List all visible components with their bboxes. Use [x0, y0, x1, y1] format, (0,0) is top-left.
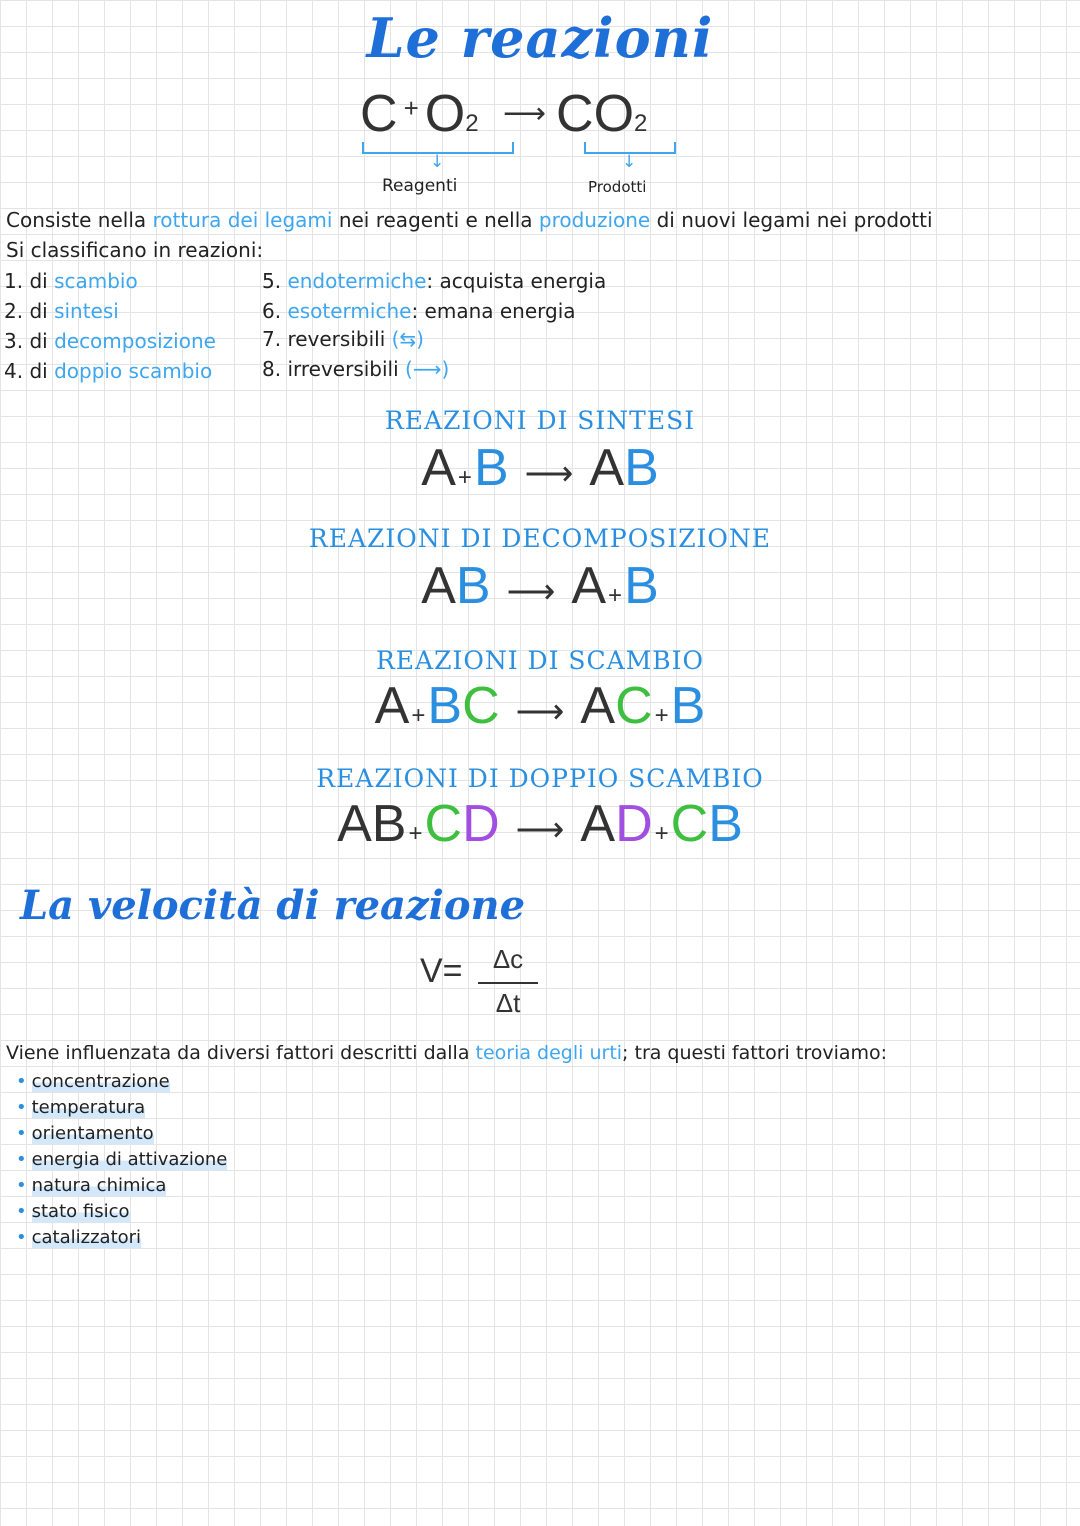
- list-num: 6.: [262, 299, 288, 323]
- sym-b: B: [624, 557, 659, 615]
- reagents-arrow-icon: ↓: [430, 152, 445, 172]
- list-term: decomposizione: [54, 329, 216, 353]
- list-num: 1. di: [4, 269, 55, 293]
- bullet-icon: •: [16, 1227, 27, 1248]
- sym-c: C: [424, 795, 463, 853]
- list-rest: (⇆): [385, 327, 424, 351]
- velocity-denominator: Δt: [495, 988, 521, 1018]
- list-term: reversibili: [287, 327, 386, 351]
- list-num: 7.: [262, 327, 288, 351]
- page-title: Le reazioni: [366, 6, 714, 70]
- eq-plus: +: [403, 93, 419, 123]
- list-term: sintesi: [54, 299, 119, 323]
- sym-b: B: [371, 795, 407, 853]
- factor-item: [16, 1097, 145, 1118]
- velocity-hl: teoria degli urti: [475, 1042, 623, 1064]
- formula-scambio: [0, 676, 1080, 736]
- factor-label: temperatura: [31, 1097, 146, 1118]
- list-num: 2. di: [4, 299, 55, 323]
- formula-doppio-scambio: [0, 794, 1080, 854]
- bullet-icon: •: [16, 1201, 27, 1222]
- factor-label: stato fisico: [31, 1201, 130, 1222]
- sym-a: A: [421, 557, 456, 615]
- sym-a: A: [374, 677, 410, 735]
- list-item-8: [262, 357, 449, 381]
- main-equation: [360, 84, 647, 144]
- list-item-5: [262, 269, 606, 293]
- formula-decomposizione: [0, 556, 1080, 616]
- list-num: 4. di: [4, 359, 55, 383]
- bullet-icon: •: [16, 1097, 27, 1118]
- list-item-4: [4, 359, 212, 383]
- sym-a: A: [571, 557, 607, 615]
- list-term: irreversibili: [287, 357, 399, 381]
- velocity-title: La velocità di reazione: [20, 882, 526, 929]
- list-num: 3. di: [4, 329, 55, 353]
- sym-a: A: [337, 795, 372, 853]
- factor-label: catalizzatori: [31, 1227, 142, 1248]
- factor-item: [16, 1175, 166, 1196]
- list-rest: (⟶): [398, 357, 450, 381]
- list-num: 8.: [262, 357, 288, 381]
- sym-plus: +: [408, 820, 423, 847]
- list-num: 5.: [262, 269, 288, 293]
- factor-label: energia di attivazione: [31, 1149, 228, 1170]
- sym-plus: +: [608, 582, 623, 609]
- list-term: esotermiche: [287, 299, 412, 323]
- list-item-2: [4, 299, 119, 323]
- heading-decomposizione: REAZIONI DI DECOMPOSIZIONE: [308, 524, 772, 553]
- sym-d: D: [615, 795, 653, 853]
- bullet-icon: •: [16, 1123, 27, 1144]
- arrow-icon: ⟶: [524, 455, 574, 493]
- fraction-line: [478, 982, 538, 984]
- products-arrow-icon: ↓: [622, 152, 637, 172]
- bullet-icon: •: [16, 1071, 27, 1092]
- arrow-icon: ⟶: [515, 693, 565, 731]
- sym-b: B: [427, 677, 463, 735]
- factor-item: [16, 1123, 154, 1144]
- velocity-numerator: Δc: [492, 944, 524, 974]
- eq-c: C: [360, 85, 398, 143]
- sym-a: A: [580, 677, 616, 735]
- velocity-text1: Viene influenzata da diversi fattori descritti dalla: [6, 1042, 476, 1064]
- factor-label: concentrazione: [31, 1071, 170, 1092]
- sym-b: B: [473, 439, 509, 497]
- list-rest: : acquista energia: [426, 269, 607, 293]
- list-rest: : emana energia: [411, 299, 576, 323]
- sym-plus: +: [654, 702, 669, 729]
- sym-plus: +: [457, 464, 472, 491]
- sym-a: A: [421, 439, 456, 497]
- def-hl1: rottura dei legami: [152, 208, 333, 232]
- definition-text: [6, 208, 933, 232]
- velocity-text: [6, 1042, 887, 1064]
- eq-co-sub: 2: [634, 110, 648, 137]
- list-term: doppio scambio: [54, 359, 213, 383]
- factor-item: [16, 1201, 130, 1222]
- velocity-text2: ; tra questi fattori troviamo:: [622, 1042, 888, 1064]
- sym-c: C: [670, 795, 709, 853]
- def-part2: nei reagenti e nella: [332, 208, 539, 232]
- heading-scambio: REAZIONI DI SCAMBIO: [375, 646, 705, 675]
- bullet-icon: •: [16, 1175, 27, 1196]
- factor-item: [16, 1149, 227, 1170]
- products-label: Prodotti: [588, 178, 647, 196]
- sym-c: C: [462, 677, 500, 735]
- sym-d: D: [462, 795, 500, 853]
- sym-b: B: [624, 439, 659, 497]
- sym-a: A: [589, 439, 625, 497]
- sym-b: B: [708, 795, 743, 853]
- bullet-icon: •: [16, 1149, 27, 1170]
- heading-sintesi: REAZIONI DI SINTESI: [384, 406, 696, 435]
- arrow-icon: ⟶: [506, 573, 556, 611]
- list-item-1: [4, 269, 138, 293]
- sym-b: B: [455, 557, 491, 615]
- def-part1: Consiste nella: [6, 208, 153, 232]
- classify-intro: Si classificano in reazioni:: [6, 238, 264, 262]
- factor-label: orientamento: [31, 1123, 154, 1144]
- eq-o: O: [424, 85, 466, 143]
- velocity-v: V=: [420, 952, 463, 990]
- factor-item: [16, 1227, 141, 1248]
- sym-c: C: [615, 677, 653, 735]
- eq-co: CO: [556, 85, 635, 143]
- list-item-3: [4, 329, 216, 353]
- factor-item: [16, 1071, 170, 1092]
- formula-sintesi: [0, 438, 1080, 498]
- list-term: endotermiche: [287, 269, 427, 293]
- list-item-7: [262, 327, 424, 351]
- def-hl2: produzione: [538, 208, 651, 232]
- heading-doppio-scambio: REAZIONI DI DOPPIO SCAMBIO: [316, 764, 764, 793]
- arrow-icon: ⟶: [515, 811, 565, 849]
- sym-plus: +: [654, 820, 669, 847]
- factor-label: natura chimica: [31, 1175, 167, 1196]
- sym-plus: +: [411, 702, 426, 729]
- eq-o-sub: 2: [465, 110, 479, 137]
- def-part3: di nuovi legami nei prodotti: [650, 208, 933, 232]
- list-item-6: [262, 299, 576, 323]
- eq-arrow: ⟶: [503, 97, 547, 130]
- list-term: scambio: [54, 269, 138, 293]
- sym-a: A: [580, 795, 616, 853]
- sym-b: B: [670, 677, 706, 735]
- reagents-label: Reagenti: [382, 176, 458, 196]
